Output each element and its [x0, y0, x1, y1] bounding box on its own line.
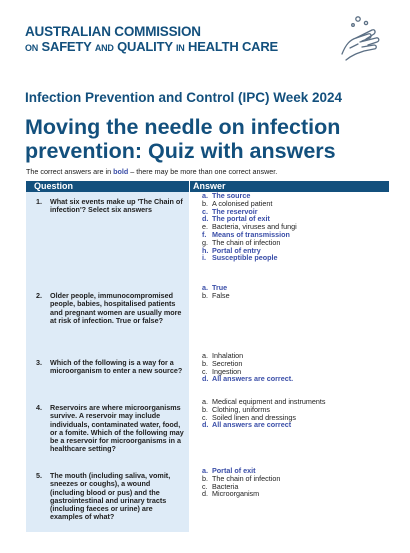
answer-letter: c. — [202, 412, 208, 422]
answer-letter: d. — [202, 214, 209, 224]
page-title: Moving the needle on infection prevention: Quiz with answers — [25, 115, 341, 163]
answer-letter: b. — [202, 404, 208, 414]
note-text-end: – there may be more than one correct answer. — [128, 167, 278, 176]
question-number: 4. — [36, 403, 42, 412]
answer-letter: c. — [202, 481, 208, 491]
answer-text: Means of transmission — [212, 229, 290, 239]
question-text: Reservoirs are where microorganisms survive. A reservoir may include individuals, contaminated water, food, or a fomite. Which of the following may be a reservoir for microorganisms in a healthcare setting? — [50, 403, 184, 454]
org-name — [25, 24, 278, 56]
org-word-quality: QUALITY — [117, 39, 173, 54]
answer-text: All answers are correct — [212, 420, 292, 430]
answer-letter: f. — [202, 229, 207, 239]
answer-text: The reservoir — [212, 206, 258, 216]
answer-text: Ingestion — [212, 366, 242, 376]
answer-option — [202, 490, 382, 498]
table-body — [26, 192, 389, 532]
answer-letter: d. — [202, 489, 208, 499]
answer-option-correct — [202, 254, 382, 262]
org-word-on: ON — [25, 43, 39, 53]
answer-text: True — [212, 283, 228, 292]
answer-text: Portal of entry — [212, 245, 261, 255]
answer-text: Inhalation — [212, 351, 244, 360]
answers-2 — [202, 284, 382, 300]
answer-letter: b. — [202, 358, 208, 368]
answer-option-correct — [202, 375, 382, 383]
header-answer: Answer — [189, 181, 226, 192]
question-text: The mouth (including saliva, vomit, sneezes or coughs), a wound (including blood or pus) and the gastrointestinal and urinary tracts (including faeces or urine) are examples of what? — [50, 471, 171, 522]
answers-3 — [202, 352, 382, 383]
answer-letter: b. — [202, 473, 208, 483]
header-question: Question — [34, 181, 74, 191]
answer-note — [26, 167, 277, 176]
answer-letter: b. — [202, 290, 208, 300]
hand-washing-icon — [336, 14, 384, 64]
question-text: What six events make up 'The Chain of infection'? Select six answers — [50, 197, 183, 215]
note-bold-word: bold — [113, 167, 129, 176]
answer-option — [202, 292, 382, 300]
org-name-line1: AUSTRALIAN COMMISSION — [25, 24, 201, 39]
answer-text: Susceptible people — [212, 253, 278, 263]
answer-letter: a. — [202, 466, 208, 475]
answer-text: Medical equipment and instruments — [212, 397, 326, 406]
answer-text: Microorganism — [212, 489, 260, 499]
answer-text: Bacteria — [212, 481, 239, 491]
answer-text: The chain of infection — [212, 237, 281, 247]
answer-text: A colonised patient — [212, 198, 273, 208]
answer-letter: e. — [202, 222, 208, 232]
note-text: The correct answers are in — [26, 167, 114, 176]
org-word-health-care: HEALTH CARE — [188, 39, 279, 54]
answer-letter: a. — [202, 351, 208, 360]
event-heading: Infection Prevention and Control (IPC) Week 2024 — [25, 90, 343, 105]
answer-letter: b. — [202, 198, 208, 208]
quiz-table — [26, 181, 389, 532]
answer-letter: a. — [202, 283, 208, 292]
org-word-in: IN — [175, 43, 185, 53]
question-number: 2. — [36, 291, 42, 300]
question-text: Older people, immunocompromised people, babies, hospitalised patients and pregnant women are usually more at risk of infection. True or false? — [50, 291, 182, 325]
answer-letter: h. — [202, 245, 209, 255]
question-number: 5. — [36, 471, 42, 480]
answer-text: The portal of exit — [212, 214, 270, 224]
answer-text: The source — [212, 191, 251, 200]
question-number: 3. — [36, 358, 42, 367]
answer-letter: i. — [202, 253, 206, 263]
answer-option-correct — [202, 421, 382, 429]
answer-text: Bacteria, viruses and fungi — [212, 222, 297, 232]
org-name-line2 — [25, 39, 278, 56]
question-text: Which of the following is a way for a microorganism to enter a new source? — [50, 358, 183, 376]
answer-letter: d. — [202, 374, 209, 384]
answer-text: Secretion — [212, 358, 243, 368]
answer-text: Clothing, uniforms — [212, 404, 270, 414]
org-word-safety: SAFETY — [41, 39, 92, 54]
answers-1 — [202, 192, 382, 262]
answers-4 — [202, 398, 382, 429]
answer-text: Soiled linen and dressings — [212, 412, 296, 422]
answer-text: The chain of infection — [212, 473, 281, 483]
answer-letter: a. — [202, 397, 208, 406]
answer-text: False — [212, 290, 230, 300]
answer-letter: d. — [202, 420, 209, 430]
answer-letter: c. — [202, 206, 208, 216]
answers-5 — [202, 467, 382, 498]
answer-letter: g. — [202, 237, 208, 247]
org-word-and: AND — [94, 43, 114, 53]
answer-letter: c. — [202, 366, 208, 376]
question-number: 1. — [36, 197, 42, 206]
answer-text: Portal of exit — [212, 466, 256, 475]
answer-text: All answers are correct. — [212, 374, 294, 384]
answer-letter: a. — [202, 191, 208, 200]
